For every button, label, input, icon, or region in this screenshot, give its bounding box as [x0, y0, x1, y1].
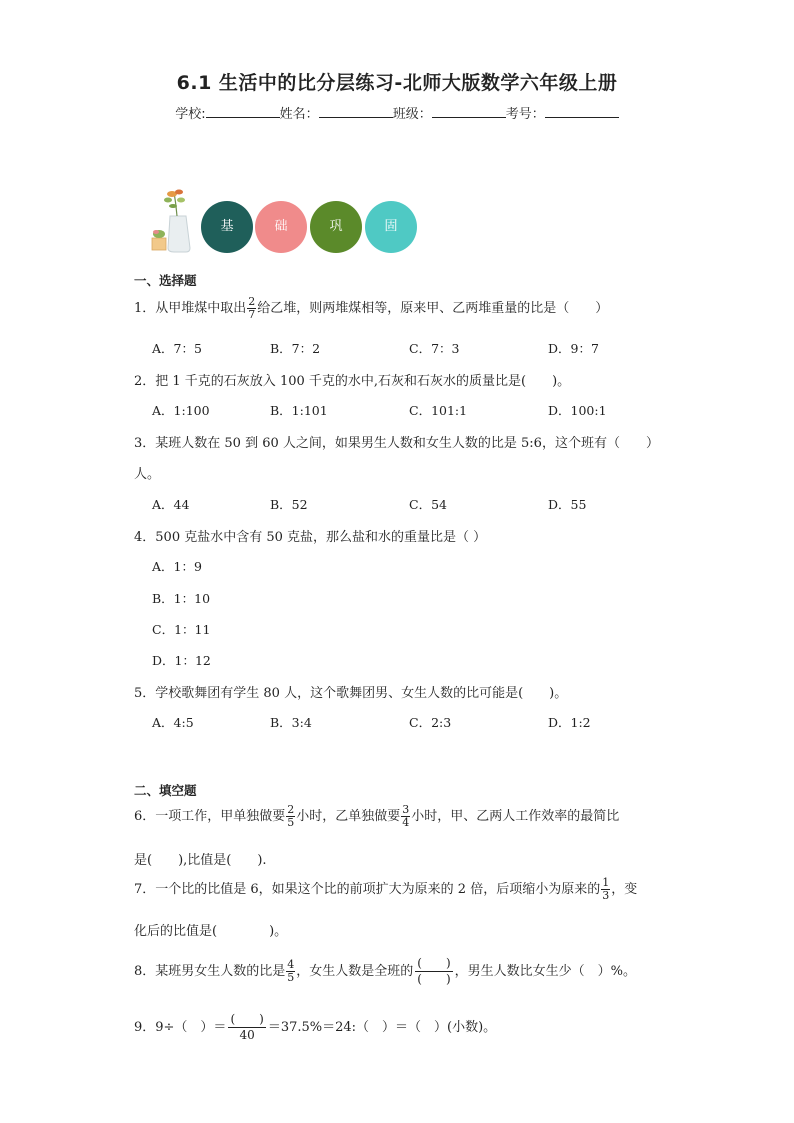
q8-fraction	[286, 959, 295, 984]
q2-option-b[interactable]: B．1:101	[270, 403, 328, 418]
question-9	[134, 1012, 496, 1043]
q5-option-a[interactable]: A．4:5	[152, 715, 194, 730]
school-blank[interactable]	[206, 105, 280, 118]
q9-blank-num[interactable]: ( )	[230, 1012, 264, 1026]
question-3-line-1: 3．某班人数在 50 到 60 人之间，如果男生人数和女生人数的比是 5:6，这个班有（ ）	[134, 436, 659, 451]
q4-option-d[interactable]: D．1：12	[152, 653, 211, 668]
q9-frac-den: 40	[239, 1028, 255, 1042]
q1-text-pre: 1．从甲堆煤中取出	[134, 301, 247, 316]
question-3-line-2: 人。	[134, 467, 161, 482]
plant-vase-icon	[146, 186, 198, 254]
question-2: 2．把 1 千克的石灰放入 100 千克的水中,石灰和石灰水的质量比是( )。	[134, 374, 571, 389]
banner-circle-chu: 础	[255, 201, 307, 253]
q1-option-d[interactable]: D．9：7	[548, 341, 599, 356]
question-7-line-2: 化后的比值是( )。	[134, 924, 288, 939]
banner-circle-gu: 固	[365, 201, 417, 253]
q8-blank-den[interactable]: ( )	[417, 972, 451, 986]
q1-option-c[interactable]: C．7：3	[409, 341, 460, 356]
q4-option-a[interactable]: A．1：9	[152, 559, 202, 574]
q6-f1-num: 2	[287, 803, 295, 816]
q5-option-b[interactable]: B．3:4	[270, 715, 312, 730]
q6-fraction-2	[401, 804, 410, 829]
student-info-line	[0, 103, 794, 122]
q3-option-c[interactable]: C．54	[409, 497, 447, 512]
section-title-fill: 二、填空题	[134, 783, 197, 798]
question-6-line-2: 是( ),比值是( ).	[134, 853, 267, 868]
q7-text-pre: 7．一个比的比值是 6，如果这个比的前项扩大为原来的 2 倍，后项缩小为原来的	[134, 882, 601, 897]
q6-text-pre: 6．一项工作，甲单独做要	[134, 809, 286, 824]
q2-option-c[interactable]: C．101:1	[409, 403, 468, 418]
q8-frac-den: 5	[287, 971, 295, 984]
q7-frac-den: 3	[602, 889, 610, 902]
q5-option-d[interactable]: D．1:2	[548, 715, 591, 730]
q8-blank-num[interactable]: ( )	[417, 956, 451, 970]
question-8	[134, 956, 636, 987]
q6-f2-num: 3	[402, 803, 410, 816]
name-label: 姓名：	[279, 107, 319, 122]
q3-option-d[interactable]: D．55	[548, 497, 587, 512]
class-blank[interactable]	[432, 105, 506, 118]
q2-option-d[interactable]: D．100:1	[548, 403, 607, 418]
banner-circle-gong: 巩	[310, 201, 362, 253]
class-label: 班级：	[392, 107, 432, 122]
exam-label: 考号：	[505, 107, 545, 122]
q4-option-b[interactable]: B．1：10	[152, 591, 211, 606]
q1-text-post: 给乙堆，则两堆煤相等，原来甲、乙两堆重量的比是（ ）	[257, 301, 609, 316]
section-title-choice: 一、选择题	[134, 273, 197, 288]
q1-frac-den: 7	[248, 308, 256, 321]
q1-option-a[interactable]: A．7：5	[152, 341, 202, 356]
q8-text-pre: 8．某班男女生人数的比是	[134, 964, 286, 979]
q9-blank-fraction[interactable]	[228, 1012, 265, 1043]
question-5: 5．学校歌舞团有学生 80 人，这个歌舞团男、女生人数的比可能是( )。	[134, 686, 568, 701]
q3-option-a[interactable]: A．44	[152, 497, 190, 512]
q6-text-mid: 小时，乙单独做要	[296, 809, 401, 824]
q6-fraction-1	[286, 804, 295, 829]
question-7-line-1	[134, 877, 637, 902]
q1-frac-num: 2	[248, 295, 256, 308]
q8-text-post: ，男生人数比女生少（ ）%。	[454, 964, 637, 979]
name-blank[interactable]	[319, 105, 393, 118]
exam-blank[interactable]	[545, 105, 619, 118]
q1-fraction	[247, 296, 256, 321]
q6-text-post: 小时，甲、乙两人工作效率的最简比	[411, 809, 620, 824]
banner-circle-ji: 基	[201, 201, 253, 253]
q8-text-mid: ，女生人数是全班的	[296, 964, 414, 979]
question-1	[134, 296, 608, 321]
page-title: 6.1 生活中的比分层练习-北师大版数学六年级上册	[176, 72, 618, 94]
q6-f1-den: 5	[287, 816, 295, 829]
question-4: 4．500 克盐水中含有 50 克盐，那么盐和水的重量比是（ ）	[134, 530, 487, 545]
q6-f2-den: 4	[402, 816, 410, 829]
question-6-line-1	[134, 804, 619, 829]
q7-fraction	[601, 877, 610, 902]
q3-option-b[interactable]: B．52	[270, 497, 308, 512]
q4-option-c[interactable]: C．1：11	[152, 622, 211, 637]
q9-text-pre: 9．9÷（ ）＝	[134, 1020, 227, 1035]
q8-frac-num: 4	[287, 958, 295, 971]
school-label: 学校:	[175, 107, 206, 122]
q1-option-b[interactable]: B．7：2	[270, 341, 321, 356]
q2-option-a[interactable]: A．1:100	[152, 403, 210, 418]
q7-text-post: ，变	[611, 882, 638, 897]
q8-blank-fraction[interactable]	[415, 956, 452, 987]
q9-text-post: ＝37.5%＝24:（ ）＝（ ）(小数)。	[267, 1020, 497, 1035]
q7-frac-num: 1	[602, 876, 610, 889]
q5-option-c[interactable]: C．2:3	[409, 715, 452, 730]
